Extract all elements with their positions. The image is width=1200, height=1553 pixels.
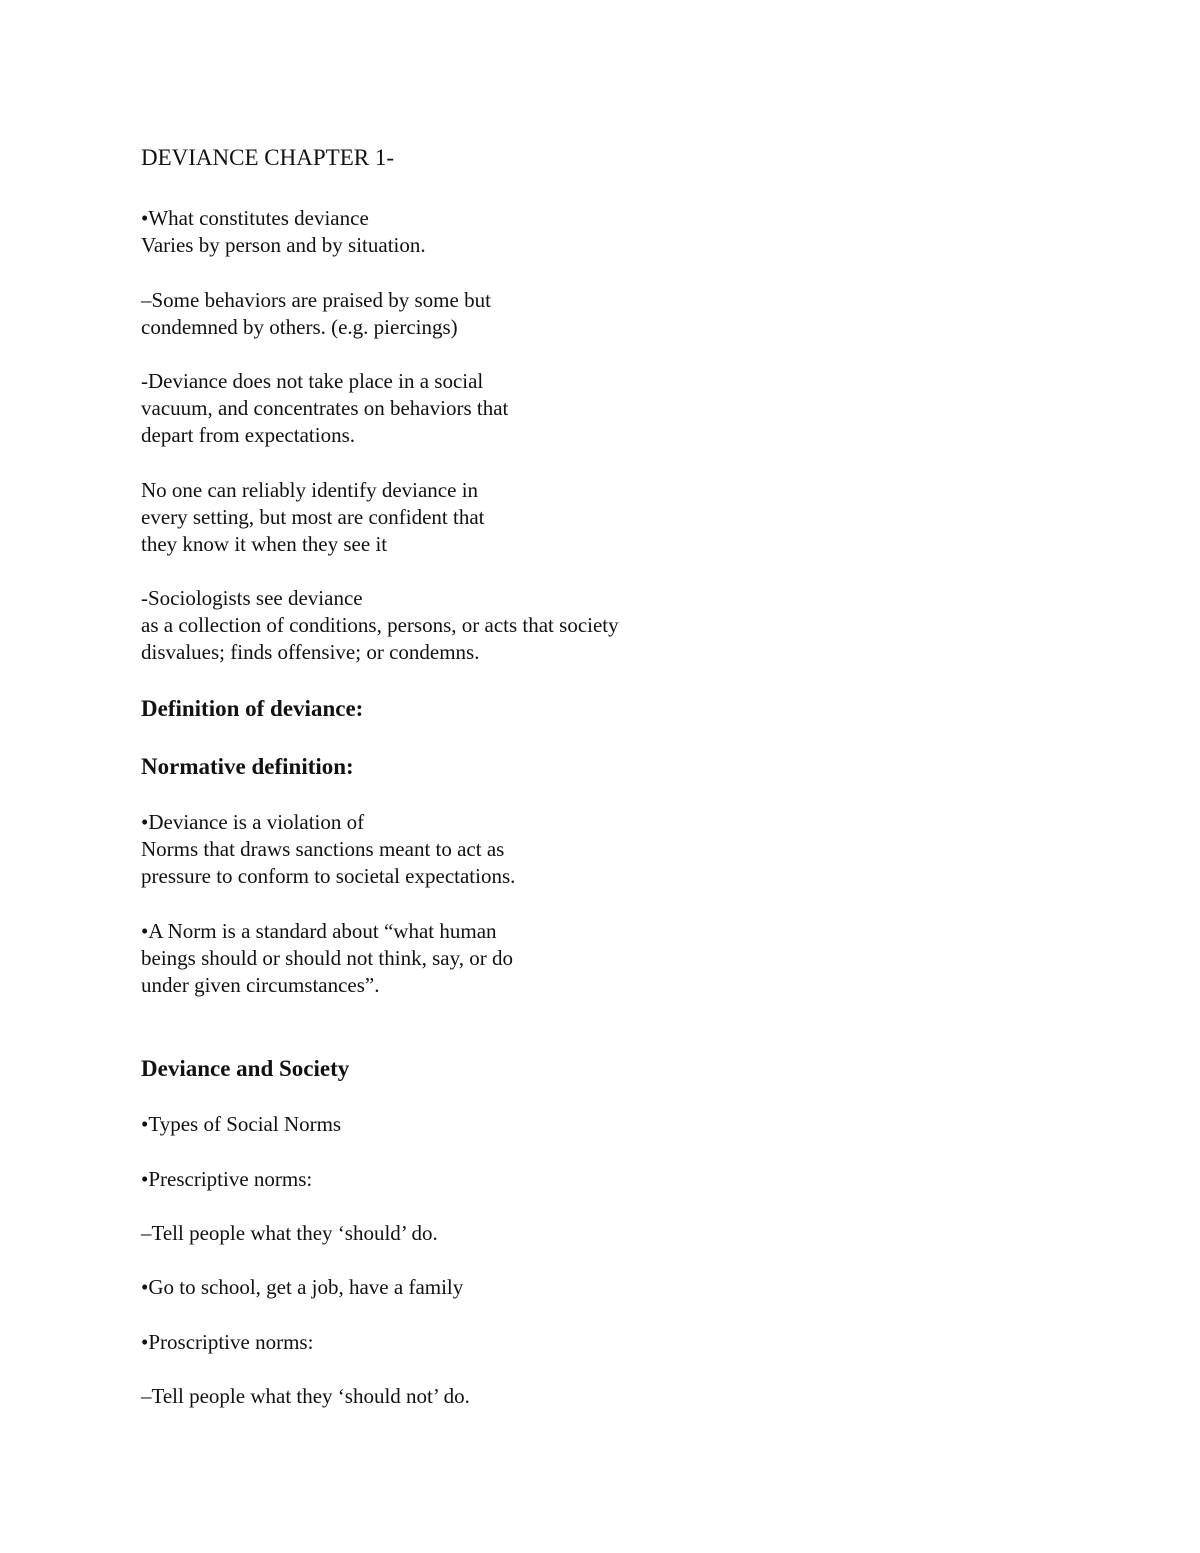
paragraph-line: as a collection of conditions, persons, or acts that society <box>141 613 619 637</box>
paragraph-line: •A Norm is a standard about “what human <box>141 919 497 943</box>
paragraph-line: they know it when they see it <box>141 532 388 556</box>
list-item: •Types of Social Norms <box>141 1112 342 1136</box>
paragraph-line: under given circumstances”. <box>141 973 380 997</box>
section-heading: Normative definition: <box>141 754 354 779</box>
list-item: •Prescriptive norms: <box>141 1167 313 1191</box>
document-title: DEVIANCE CHAPTER 1- <box>141 145 394 170</box>
paragraph-line: Varies by person and by situation. <box>141 233 426 257</box>
paragraph-line: depart from expectations. <box>141 423 355 447</box>
paragraph-line: -Deviance does not take place in a social <box>141 369 484 393</box>
list-item: •Proscriptive norms: <box>141 1330 314 1354</box>
paragraph-line: –Some behaviors are praised by some but <box>141 288 491 312</box>
list-item: –Tell people what they ‘should not’ do. <box>141 1384 470 1408</box>
paragraph-line: Norms that draws sanctions meant to act as <box>141 837 505 861</box>
paragraph-line: vacuum, and concentrates on behaviors that <box>141 396 509 420</box>
paragraph-line: disvalues; finds offensive; or condemns. <box>141 640 480 664</box>
paragraph-line: -Sociologists see deviance <box>141 586 363 610</box>
section-heading: Definition of deviance: <box>141 696 364 721</box>
paragraph-line: pressure to conform to societal expectations. <box>141 864 516 888</box>
paragraph-line: No one can reliably identify deviance in <box>141 478 479 502</box>
paragraph-line: beings should or should not think, say, or do <box>141 946 513 970</box>
section-heading: Deviance and Society <box>141 1056 350 1081</box>
paragraph-line: every setting, but most are confident that <box>141 505 485 529</box>
paragraph-line: •What constitutes deviance <box>141 206 369 230</box>
paragraph-line: •Deviance is a violation of <box>141 810 365 834</box>
list-item: •Go to school, get a job, have a family <box>141 1275 464 1299</box>
list-item: –Tell people what they ‘should’ do. <box>141 1221 438 1245</box>
paragraph-line: condemned by others. (e.g. piercings) <box>141 315 458 339</box>
